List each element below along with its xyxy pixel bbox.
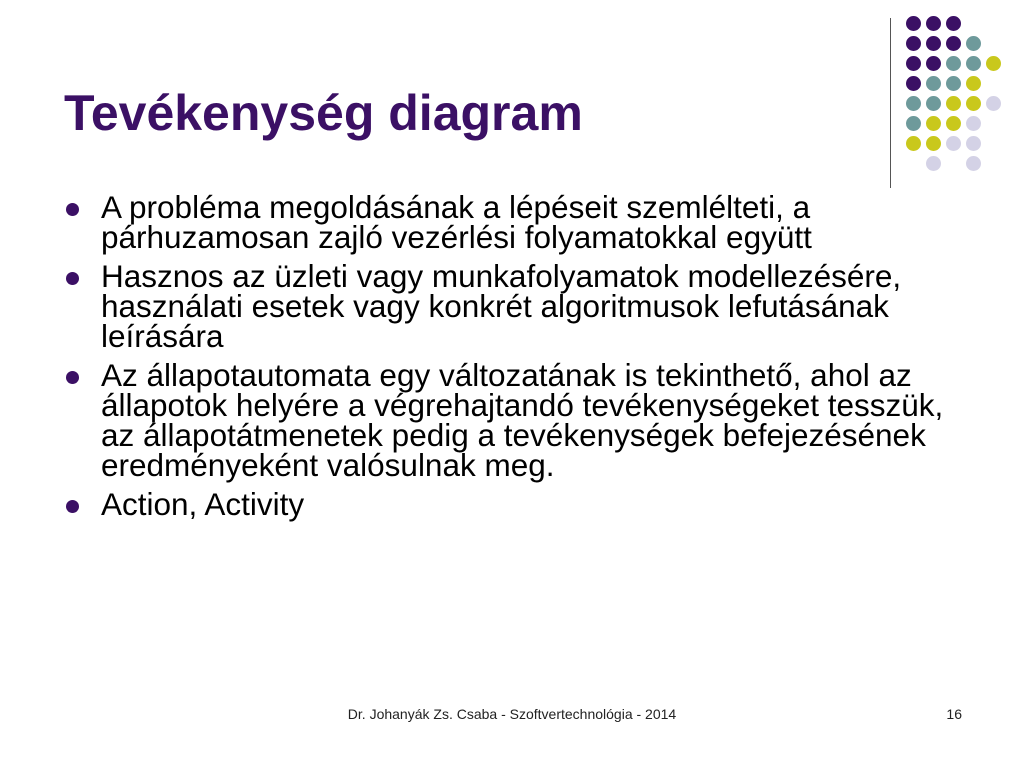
page-number: 16: [946, 706, 962, 722]
bullet-list: [62, 189, 952, 528]
decorative-dot-lavender: [966, 116, 981, 131]
bullet-text: A probléma megoldásának a lépéseit szemlélteti, a párhuzamosan zajló vezérlési folyamatokkal együtt: [101, 189, 812, 255]
decorative-dot-yellow: [946, 96, 961, 111]
decorative-dot-purple: [906, 16, 921, 31]
decorative-dot-lavender: [966, 156, 981, 171]
bullet-item: [62, 189, 952, 255]
decorative-dot-teal: [966, 56, 981, 71]
vertical-divider: [890, 18, 891, 188]
decorative-dot-yellow: [946, 116, 961, 131]
bullet-item: [62, 258, 952, 354]
decorative-dot-purple: [926, 56, 941, 71]
bullet-dot-icon: [66, 500, 79, 513]
decorative-dot-purple: [906, 76, 921, 91]
decorative-dot-teal: [906, 96, 921, 111]
bullet-dot-icon: [66, 272, 79, 285]
footer-text: Dr. Johanyák Zs. Csaba - Szoftvertechnológia - 2014: [347, 706, 677, 722]
slide-title: Tevékenység diagram: [64, 85, 583, 141]
decorative-dot-lavender: [966, 136, 981, 151]
decorative-dot-teal: [966, 36, 981, 51]
decorative-dot-lavender: [986, 96, 1001, 111]
decorative-dot-teal: [906, 116, 921, 131]
bullet-text: Az állapotautomata egy változatának is tekinthető, ahol az állapotok helyére a végrehajtandó tevékenységeket tesszük, az állapotátmenetek pedig a tevékenységek befejezésének eredményeként valósulnak meg.: [101, 357, 944, 483]
decorative-dot-purple: [946, 36, 961, 51]
decorative-dot-purple: [926, 16, 941, 31]
decorative-dot-teal: [946, 56, 961, 71]
decorative-dot-teal: [946, 76, 961, 91]
decorative-dot-purple: [906, 36, 921, 51]
bullet-text: Action, Activity: [101, 486, 305, 522]
decorative-dot-lavender: [926, 156, 941, 171]
decorative-dot-yellow: [986, 56, 1001, 71]
decorative-dot-yellow: [966, 96, 981, 111]
bullet-text: Hasznos az üzleti vagy munkafolyamatok modellezésére, használati esetek vagy konkrét algoritmusok lefutásának leírására: [101, 258, 902, 354]
decorative-dot-teal: [926, 76, 941, 91]
bullet-item: [62, 486, 952, 522]
decorative-dot-yellow: [926, 136, 941, 151]
bullet-item: [62, 357, 952, 483]
bullet-dot-icon: [66, 371, 79, 384]
decorative-dot-purple: [926, 36, 941, 51]
decorative-dot-yellow: [926, 116, 941, 131]
bullet-dot-icon: [66, 203, 79, 216]
decorative-dot-lavender: [946, 136, 961, 151]
decorative-dot-purple: [946, 16, 961, 31]
decorative-dot-purple: [906, 56, 921, 71]
decorative-dot-teal: [926, 96, 941, 111]
decorative-dot-yellow: [906, 136, 921, 151]
decorative-dot-grid: [900, 12, 1010, 172]
decorative-dot-yellow: [966, 76, 981, 91]
